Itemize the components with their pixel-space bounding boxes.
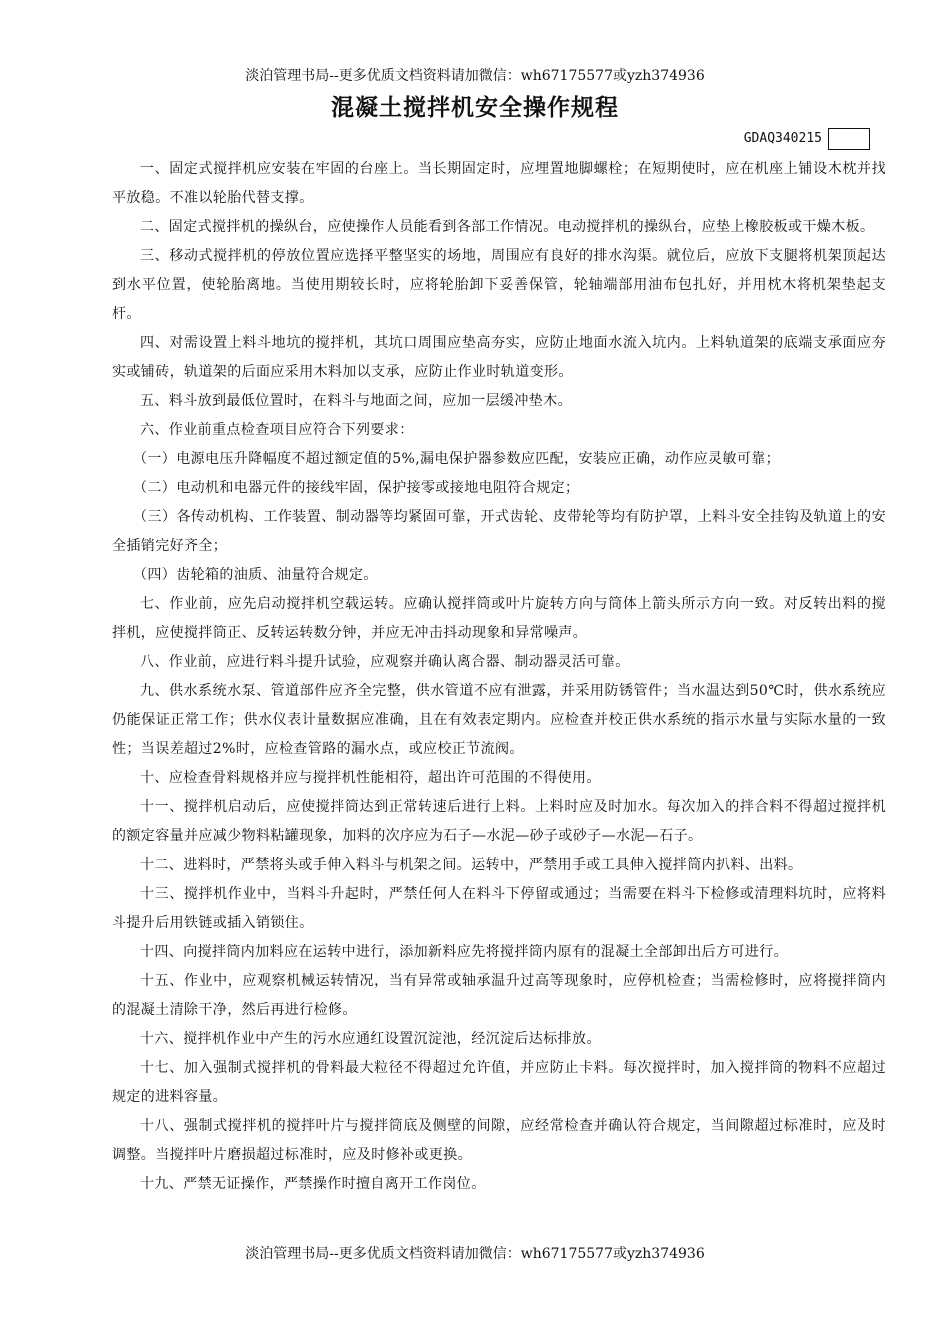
paragraph-8: 八、作业前，应进行料斗提升试验，应观察并确认离合器、制动器灵活可靠。 — [140, 654, 630, 670]
paragraph-7: 七、作业前，应先启动搅拌机空载运转。应确认搅拌筒或叶片旋转方向与筒体上箭头所示方向一致。对反转出料的搅拌机，应使搅拌筒正、反转运转数分钟，并应无冲击抖动现象和异常噪声。 — [112, 596, 886, 641]
paragraph-9: 九、供水系统水泵、管道部件应齐全完整，供水管道不应有泄露，并采用防锈管件；当水温达到50℃时，供水系统应仍能保证正常工作；供水仪表计量数据应准确，且在有效表定期内。应检查并校正供水系统的指示水量与实际水量的一致性；当误差超过2%时，应检查管路的漏水点，或应校正节流阀。 — [112, 683, 886, 757]
paragraph-14: 十四、向搅拌筒内加料应在运转中进行，添加新料应先将搅拌筒内原有的混凝土全部卸出后方可进行。 — [140, 944, 788, 960]
sub-paragraph-6-1: （一）电源电压升降幅度不超过额定值的5%,漏电保护器参数应匹配，安装应正确，动作应灵敏可靠； — [133, 451, 781, 467]
paragraph-15: 十五、作业中，应观察机械运转情况，当有异常或轴承温升过高等现象时，应停机检查；当需检修时，应将搅拌筒内的混凝土清除干净，然后再进行检修。 — [112, 973, 886, 1018]
paragraph-19: 十九、严禁无证操作，严禁操作时擅自离开工作岗位。 — [140, 1176, 486, 1192]
header-note: 淡泊管理书局--更多优质文档资料请加微信：wh67175577或yzh374936 — [245, 68, 705, 84]
paragraph-13: 十三、搅拌机作业中，当料斗升起时，严禁任何人在料斗下停留或通过；当需要在料斗下检修或清理料坑时，应将料斗提升后用铁链或插入销锁住。 — [112, 886, 886, 931]
paragraph-1: 一、固定式搅拌机应安装在牢固的台座上。当长期固定时，应埋置地脚螺栓；在短期使时，应在机座上铺设木枕并找平放稳。不准以轮胎代替支撑。 — [112, 161, 886, 206]
paragraph-18: 十八、强制式搅拌机的搅拌叶片与搅拌筒底及侧壁的间隙，应经常检查并确认符合规定，当间隙超过标准时，应及时调整。当搅拌叶片磨损超过标准时，应及时修补或更换。 — [112, 1118, 886, 1163]
paragraph-4: 四、对需设置上料斗地坑的搅拌机，其坑口周围应垫高夯实，应防止地面水流入坑内。上料轨道架的底端支承面应夯实或铺砖，轨道架的后面应采用木料加以支承，应防止作业时轨道变形。 — [112, 335, 886, 380]
paragraph-12: 十二、进料时，严禁将头或手伸入料斗与机架之间。运转中，严禁用手或工具伸入搅拌筒内扒料、出料。 — [140, 857, 803, 873]
paragraph-5: 五、料斗放到最低位置时，在料斗与地面之间，应加一层缓冲垫木。 — [140, 393, 572, 409]
document-code-box — [828, 128, 870, 150]
sub-paragraph-6-3: （三）各传动机构、工作装置、制动器等均紧固可靠，开式齿轮、皮带轮等均有防护罩，上料斗安全挂钩及轨道上的安全插销完好齐全； — [112, 509, 886, 554]
document-code: GDAQ340215 — [743, 131, 822, 146]
paragraph-2: 二、固定式搅拌机的操纵台，应使操作人员能看到各部工作情况。电动搅拌机的操纵台，应垫上橡胶板或干燥木板。 — [140, 219, 875, 235]
sub-paragraph-6-4: （四）齿轮箱的油质、油量符合规定。 — [133, 567, 378, 583]
document-title: 混凝土搅拌机安全操作规程 — [331, 95, 619, 121]
paragraph-3: 三、移动式搅拌机的停放位置应选择平整坚实的场地，周围应有良好的排水沟渠。就位后，应放下支腿将机架顶起达到水平位置，使轮胎离地。当使用期较长时，应将轮胎卸下妥善保管，轮轴端部用油布包扎好，并用枕木将机架垫起支杆。 — [112, 248, 886, 322]
paragraph-6: 六、作业前重点检查项目应符合下列要求： — [140, 422, 414, 438]
paragraph-16: 十六、搅拌机作业中产生的污水应通红设置沉淀池，经沉淀后达标排放。 — [140, 1031, 601, 1047]
sub-paragraph-6-2: （二）电动机和电器元件的接线牢固，保护接零或接地电阻符合规定； — [133, 480, 580, 496]
paragraph-17: 十七、加入强制式搅拌机的骨料最大粒径不得超过允许值，并应防止卡料。每次搅拌时，加入搅拌筒的物料不应超过规定的进料容量。 — [112, 1060, 886, 1105]
footer-note: 淡泊管理书局--更多优质文档资料请加微信：wh67175577或yzh374936 — [245, 1246, 705, 1262]
paragraph-10: 十、应检查骨料规格并应与搅拌机性能相符，超出许可范围的不得使用。 — [140, 770, 601, 786]
document-code-row — [744, 128, 870, 150]
paragraph-11: 十一、搅拌机启动后，应使搅拌筒达到正常转速后进行上料。上料时应及时加水。每次加入的拌合料不得超过搅拌机的额定容量并应减少物料粘罐现象，加料的次序应为石子—水泥—砂子或砂子—水泥—石子。 — [112, 799, 886, 844]
document-body — [112, 155, 886, 1199]
